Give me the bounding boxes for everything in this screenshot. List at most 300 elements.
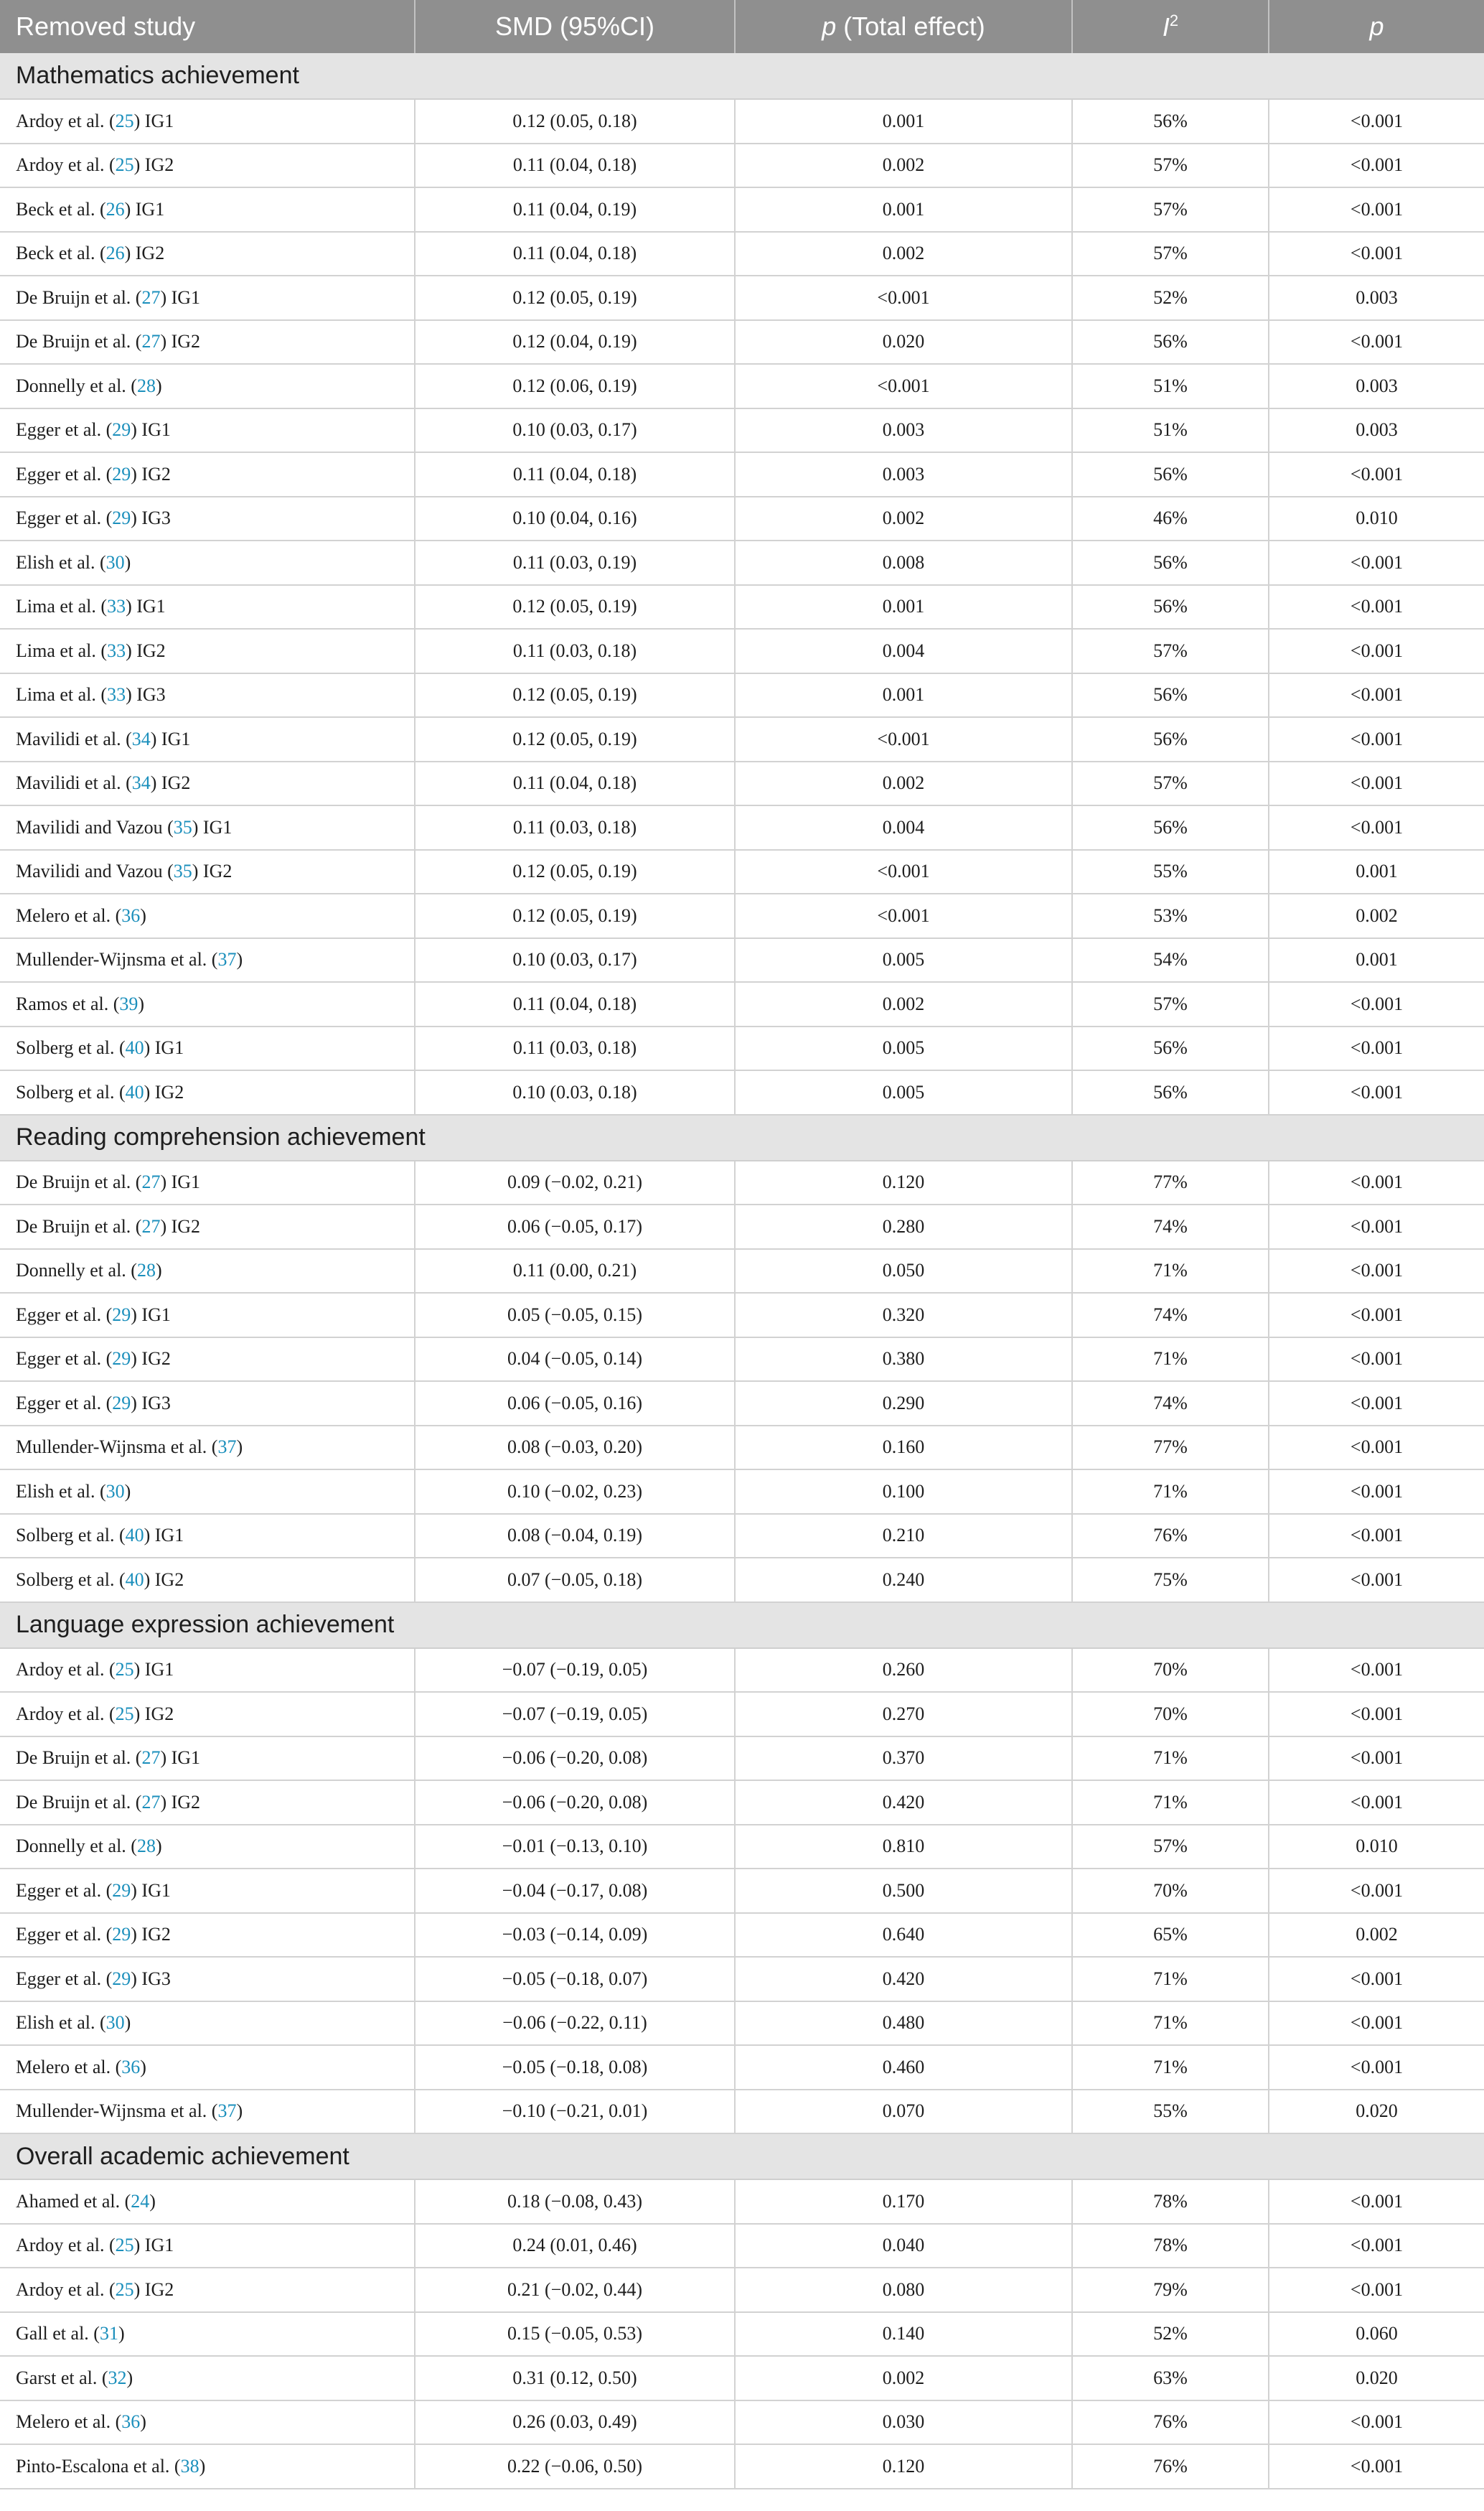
study-suffix: ) bbox=[138, 993, 145, 1014]
smd-cell: 0.10 (−0.02, 0.23) bbox=[415, 1469, 735, 1514]
table-row bbox=[0, 2400, 1484, 2445]
section-row-mathematics-achievement bbox=[0, 53, 1484, 99]
p-cell: 0.003 bbox=[1269, 408, 1484, 453]
reference-link[interactable]: 33 bbox=[107, 640, 126, 661]
p-cell: <0.001 bbox=[1269, 2224, 1484, 2268]
study-suffix: ) bbox=[140, 904, 146, 926]
p-cell: <0.001 bbox=[1269, 1381, 1484, 1426]
smd-cell: −0.04 (−0.17, 0.08) bbox=[415, 1869, 735, 1913]
table-row bbox=[0, 894, 1484, 938]
p-total-cell: 0.002 bbox=[735, 497, 1072, 541]
table-row bbox=[0, 320, 1484, 365]
removed-study-cell bbox=[0, 1913, 415, 1958]
p-cell: <0.001 bbox=[1269, 1514, 1484, 1558]
removed-study-cell bbox=[0, 2268, 415, 2312]
study-suffix: ) IG2 bbox=[192, 861, 233, 882]
study-suffix: ) IG2 bbox=[150, 772, 191, 794]
study-author: Solberg et al. ( bbox=[16, 1037, 126, 1059]
study-author: Elish et al. ( bbox=[16, 1480, 106, 1502]
table-row bbox=[0, 1825, 1484, 1869]
reference-link[interactable]: 25 bbox=[115, 1659, 134, 1680]
study-suffix: ) IG2 bbox=[133, 154, 174, 176]
reference-link[interactable]: 25 bbox=[115, 110, 134, 131]
i-squared-cell: 78% bbox=[1072, 2224, 1269, 2268]
removed-study-cell bbox=[0, 1558, 415, 1602]
study-author: Egger et al. ( bbox=[16, 1392, 113, 1413]
reference-link[interactable]: 30 bbox=[105, 1480, 125, 1502]
p-cell: <0.001 bbox=[1269, 1692, 1484, 1736]
reference-link[interactable]: 34 bbox=[131, 772, 151, 794]
smd-cell: 0.12 (0.05, 0.19) bbox=[415, 276, 735, 320]
smd-cell: 0.11 (0.04, 0.18) bbox=[415, 144, 735, 188]
p-cell: 0.010 bbox=[1269, 497, 1484, 541]
study-suffix: ) IG1 bbox=[160, 1747, 201, 1769]
reference-link[interactable]: 40 bbox=[125, 1037, 144, 1059]
study-suffix: ) IG2 bbox=[133, 1703, 174, 1724]
i-squared-cell: 71% bbox=[1072, 1469, 1269, 1514]
removed-study-cell bbox=[0, 1514, 415, 1558]
i-squared-cell: 57% bbox=[1072, 187, 1269, 232]
p-total-cell: 0.120 bbox=[735, 1161, 1072, 1205]
reference-link[interactable]: 29 bbox=[112, 1392, 131, 1413]
study-suffix: ) bbox=[236, 949, 243, 971]
p-cell: <0.001 bbox=[1269, 1736, 1484, 1781]
removed-study-cell bbox=[0, 2179, 415, 2224]
reference-link[interactable]: 30 bbox=[105, 551, 125, 573]
reference-link[interactable]: 25 bbox=[115, 154, 134, 176]
smd-cell: 0.12 (0.05, 0.19) bbox=[415, 894, 735, 938]
p-total-cell: 0.005 bbox=[735, 938, 1072, 983]
reference-link[interactable]: 34 bbox=[131, 728, 151, 749]
smd-cell: 0.04 (−0.05, 0.14) bbox=[415, 1337, 735, 1382]
p-cell: 0.001 bbox=[1269, 850, 1484, 894]
p-total-cell: 0.420 bbox=[735, 1957, 1072, 2001]
study-author: Egger et al. ( bbox=[16, 1968, 113, 1989]
p-cell: <0.001 bbox=[1269, 2179, 1484, 2224]
smd-cell: 0.12 (0.05, 0.19) bbox=[415, 673, 735, 718]
p-cell: <0.001 bbox=[1269, 1205, 1484, 1249]
study-suffix: ) IG2 bbox=[131, 1924, 171, 1945]
reference-link[interactable]: 37 bbox=[217, 2100, 237, 2122]
study-suffix: ) bbox=[155, 375, 162, 396]
p-cell: 0.003 bbox=[1269, 364, 1484, 408]
study-suffix: ) IG3 bbox=[126, 684, 166, 706]
table-row bbox=[0, 1913, 1484, 1958]
study-suffix: ) bbox=[149, 2190, 156, 2212]
i-squared-cell: 56% bbox=[1072, 541, 1269, 585]
reference-link[interactable]: 36 bbox=[121, 2411, 141, 2433]
reference-link[interactable]: 35 bbox=[173, 816, 192, 838]
reference-link[interactable]: 24 bbox=[131, 2190, 150, 2212]
i-squared-cell: 57% bbox=[1072, 232, 1269, 276]
reference-link[interactable]: 29 bbox=[112, 1348, 131, 1370]
study-author: Egger et al. ( bbox=[16, 1924, 113, 1945]
table-row bbox=[0, 364, 1484, 408]
study-suffix: ) IG2 bbox=[131, 1348, 171, 1370]
p-cell: <0.001 bbox=[1269, 2001, 1484, 2046]
study-suffix: ) IG3 bbox=[131, 508, 171, 529]
study-author: De Bruijn et al. ( bbox=[16, 286, 142, 308]
header-p: p bbox=[1269, 0, 1484, 53]
p-total-cell: 0.030 bbox=[735, 2400, 1072, 2445]
i-squared-cell: 57% bbox=[1072, 982, 1269, 1027]
study-suffix: ) IG1 bbox=[133, 2235, 174, 2256]
i-squared-cell: 56% bbox=[1072, 585, 1269, 630]
removed-study-cell bbox=[0, 894, 415, 938]
study-suffix: ) IG1 bbox=[144, 1037, 184, 1059]
study-suffix: ) IG2 bbox=[131, 463, 171, 485]
i-squared-cell: 78% bbox=[1072, 2179, 1269, 2224]
reference-link[interactable]: 27 bbox=[141, 331, 161, 352]
study-suffix: ) IG1 bbox=[131, 1879, 171, 1901]
table-row bbox=[0, 1648, 1484, 1693]
i-squared-cell: 53% bbox=[1072, 894, 1269, 938]
table-row bbox=[0, 1469, 1484, 1514]
p-total-cell: 0.003 bbox=[735, 452, 1072, 497]
i-squared-cell: 77% bbox=[1072, 1161, 1269, 1205]
reference-link[interactable]: 28 bbox=[136, 375, 156, 396]
removed-study-cell bbox=[0, 1293, 415, 1337]
study-suffix: ) IG2 bbox=[144, 1081, 184, 1103]
study-suffix: ) bbox=[140, 2056, 146, 2077]
p-total-cell: 0.001 bbox=[735, 99, 1072, 144]
reference-link[interactable]: 35 bbox=[173, 861, 192, 882]
study-author: Beck et al. ( bbox=[16, 243, 106, 264]
table-row bbox=[0, 2045, 1484, 2090]
p-total-cell: 0.810 bbox=[735, 1825, 1072, 1869]
table-row bbox=[0, 1957, 1484, 2001]
table-row bbox=[0, 1249, 1484, 1294]
p-total-cell: 0.380 bbox=[735, 1337, 1072, 1382]
p-cell: <0.001 bbox=[1269, 187, 1484, 232]
table-row bbox=[0, 673, 1484, 718]
removed-study-cell bbox=[0, 1205, 415, 1249]
p-total-cell: 0.050 bbox=[735, 1249, 1072, 1294]
reference-link[interactable]: 39 bbox=[119, 993, 138, 1014]
reference-link[interactable]: 36 bbox=[121, 904, 141, 926]
p-cell: 0.002 bbox=[1269, 894, 1484, 938]
study-suffix: ) IG1 bbox=[192, 816, 233, 838]
study-suffix: ) IG2 bbox=[160, 1215, 201, 1237]
study-suffix: ) bbox=[118, 2323, 125, 2344]
table-row bbox=[0, 1161, 1484, 1205]
table-row bbox=[0, 452, 1484, 497]
i-squared-cell: 71% bbox=[1072, 2001, 1269, 2046]
removed-study-cell bbox=[0, 276, 415, 320]
removed-study-cell bbox=[0, 585, 415, 630]
i-squared-cell: 76% bbox=[1072, 1514, 1269, 1558]
i-squared-cell: 63% bbox=[1072, 2356, 1269, 2400]
table-row bbox=[0, 2001, 1484, 2046]
table-row bbox=[0, 1337, 1484, 1382]
reference-link[interactable]: 25 bbox=[115, 2235, 134, 2256]
study-author: Melero et al. ( bbox=[16, 904, 122, 926]
study-suffix: ) bbox=[124, 551, 131, 573]
table-row bbox=[0, 2268, 1484, 2312]
removed-study-cell bbox=[0, 2224, 415, 2268]
p-cell: <0.001 bbox=[1269, 1648, 1484, 1693]
table-header bbox=[0, 0, 1484, 53]
smd-cell: 0.11 (0.04, 0.18) bbox=[415, 982, 735, 1027]
study-suffix: ) IG3 bbox=[131, 1968, 171, 1989]
study-author: Egger et al. ( bbox=[16, 1879, 113, 1901]
study-suffix: ) bbox=[155, 1260, 162, 1281]
i-squared-cell: 65% bbox=[1072, 1913, 1269, 1958]
p-total-cell: 0.008 bbox=[735, 541, 1072, 585]
i-squared-cell: 52% bbox=[1072, 2312, 1269, 2357]
reference-link[interactable]: 36 bbox=[121, 2056, 141, 2077]
study-author: Solberg et al. ( bbox=[16, 1525, 126, 1546]
reference-link[interactable]: 30 bbox=[105, 2012, 125, 2034]
reference-link[interactable]: 27 bbox=[141, 286, 161, 308]
p-cell: <0.001 bbox=[1269, 541, 1484, 585]
reference-link[interactable]: 33 bbox=[107, 596, 126, 617]
i-squared-cell: 56% bbox=[1072, 320, 1269, 365]
smd-cell: −0.05 (−0.18, 0.08) bbox=[415, 2045, 735, 2090]
p-total-cell: 0.170 bbox=[735, 2179, 1072, 2224]
p-total-cell: 0.160 bbox=[735, 1426, 1072, 1470]
study-author: Ardoy et al. ( bbox=[16, 154, 116, 176]
smd-cell: 0.11 (0.04, 0.19) bbox=[415, 187, 735, 232]
study-author: Mullender-Wijnsma et al. ( bbox=[16, 1436, 218, 1458]
smd-cell: 0.21 (−0.02, 0.44) bbox=[415, 2268, 735, 2312]
p-total-cell: 0.140 bbox=[735, 2312, 1072, 2357]
table-row bbox=[0, 99, 1484, 144]
reference-link[interactable]: 28 bbox=[136, 1836, 156, 1857]
p-cell: <0.001 bbox=[1269, 1249, 1484, 1294]
reference-link[interactable]: 26 bbox=[105, 243, 125, 264]
i-squared-cell: 51% bbox=[1072, 408, 1269, 453]
p-cell: 0.010 bbox=[1269, 1825, 1484, 1869]
removed-study-cell bbox=[0, 1825, 415, 1869]
p-cell: <0.001 bbox=[1269, 629, 1484, 673]
table-row bbox=[0, 1027, 1484, 1071]
study-author: Ahamed et al. ( bbox=[16, 2190, 131, 2212]
p-cell: <0.001 bbox=[1269, 232, 1484, 276]
p-total-cell: 0.002 bbox=[735, 982, 1072, 1027]
p-cell: <0.001 bbox=[1269, 2045, 1484, 2090]
table-row bbox=[0, 1692, 1484, 1736]
i-squared-cell: 74% bbox=[1072, 1293, 1269, 1337]
removed-study-cell bbox=[0, 1692, 415, 1736]
smd-cell: −0.06 (−0.20, 0.08) bbox=[415, 1736, 735, 1781]
p-cell: <0.001 bbox=[1269, 585, 1484, 630]
removed-study-cell bbox=[0, 2400, 415, 2445]
smd-cell: −0.10 (−0.21, 0.01) bbox=[415, 2090, 735, 2134]
header-i-squared: $I^2$ bbox=[1072, 0, 1269, 53]
study-suffix: ) bbox=[124, 2012, 131, 2034]
p-total-cell: 0.040 bbox=[735, 2224, 1072, 2268]
table-row bbox=[0, 1070, 1484, 1115]
reference-link[interactable]: 37 bbox=[217, 949, 237, 971]
table-body bbox=[0, 53, 1484, 2489]
study-author: Elish et al. ( bbox=[16, 551, 106, 573]
reference-link[interactable]: 37 bbox=[217, 1436, 237, 1458]
study-author: Mavilidi et al. ( bbox=[16, 772, 132, 794]
smd-cell: 0.09 (−0.02, 0.21) bbox=[415, 1161, 735, 1205]
p-cell: <0.001 bbox=[1269, 762, 1484, 806]
p-cell: 0.001 bbox=[1269, 938, 1484, 983]
p-cell: <0.001 bbox=[1269, 452, 1484, 497]
smd-cell: 0.11 (0.04, 0.18) bbox=[415, 232, 735, 276]
reference-link[interactable]: 25 bbox=[115, 1703, 134, 1724]
reference-link[interactable]: 40 bbox=[125, 1081, 144, 1103]
p-cell: <0.001 bbox=[1269, 1780, 1484, 1825]
study-author: Ardoy et al. ( bbox=[16, 1659, 116, 1680]
reference-link[interactable]: 38 bbox=[180, 2455, 199, 2477]
section-title: Language expression achievement bbox=[0, 1602, 1484, 1648]
reference-link[interactable]: 31 bbox=[99, 2323, 118, 2344]
smd-cell: 0.08 (−0.03, 0.20) bbox=[415, 1426, 735, 1470]
p-total-cell: 0.240 bbox=[735, 1558, 1072, 1602]
removed-study-cell bbox=[0, 2444, 415, 2489]
p-total-cell: 0.002 bbox=[735, 144, 1072, 188]
i-squared-cell: 77% bbox=[1072, 1426, 1269, 1470]
section-title: Overall academic achievement bbox=[0, 2133, 1484, 2179]
p-total-cell: 0.280 bbox=[735, 1205, 1072, 1249]
p-cell: 0.060 bbox=[1269, 2312, 1484, 2357]
study-author: De Bruijn et al. ( bbox=[16, 1747, 142, 1769]
table-row bbox=[0, 1869, 1484, 1913]
reference-link[interactable]: 40 bbox=[125, 1525, 144, 1546]
study-suffix: ) IG1 bbox=[131, 1304, 171, 1325]
study-author: Elish et al. ( bbox=[16, 2012, 106, 2034]
smd-cell: 0.15 (−0.05, 0.53) bbox=[415, 2312, 735, 2357]
smd-cell: 0.12 (0.05, 0.18) bbox=[415, 99, 735, 144]
study-suffix: ) bbox=[155, 1836, 162, 1857]
smd-cell: 0.08 (−0.04, 0.19) bbox=[415, 1514, 735, 1558]
reference-link[interactable]: 28 bbox=[136, 1260, 156, 1281]
table-row bbox=[0, 276, 1484, 320]
study-author: De Bruijn et al. ( bbox=[16, 1172, 142, 1193]
removed-study-cell bbox=[0, 232, 415, 276]
smd-cell: 0.31 (0.12, 0.50) bbox=[415, 2356, 735, 2400]
p-cell: <0.001 bbox=[1269, 673, 1484, 718]
study-author: Gall et al. ( bbox=[16, 2323, 100, 2344]
table-row bbox=[0, 1293, 1484, 1337]
study-suffix: ) IG1 bbox=[133, 1659, 174, 1680]
removed-study-cell bbox=[0, 452, 415, 497]
study-author: Egger et al. ( bbox=[16, 419, 113, 441]
study-author: Mavilidi and Vazou ( bbox=[16, 816, 174, 838]
study-author: Egger et al. ( bbox=[16, 1348, 113, 1370]
table-row bbox=[0, 187, 1484, 232]
p-total-cell: <0.001 bbox=[735, 850, 1072, 894]
p-cell: <0.001 bbox=[1269, 1869, 1484, 1913]
p-total-cell: 0.080 bbox=[735, 2268, 1072, 2312]
p-cell: 0.020 bbox=[1269, 2356, 1484, 2400]
removed-study-cell bbox=[0, 320, 415, 365]
p-total-cell: <0.001 bbox=[735, 364, 1072, 408]
study-author: Ramos et al. ( bbox=[16, 993, 120, 1014]
table-row bbox=[0, 805, 1484, 850]
p-total-cell: 0.005 bbox=[735, 1070, 1072, 1115]
smd-cell: 0.10 (0.03, 0.17) bbox=[415, 938, 735, 983]
reference-link[interactable]: 27 bbox=[141, 1791, 161, 1813]
i-squared-cell: 76% bbox=[1072, 2444, 1269, 2489]
reference-link[interactable]: 29 bbox=[112, 1879, 131, 1901]
table-row bbox=[0, 850, 1484, 894]
smd-cell: 0.11 (0.04, 0.18) bbox=[415, 452, 735, 497]
study-author: De Bruijn et al. ( bbox=[16, 1215, 142, 1237]
reference-link[interactable]: 27 bbox=[141, 1215, 161, 1237]
removed-study-cell bbox=[0, 2045, 415, 2090]
p-cell: 0.003 bbox=[1269, 276, 1484, 320]
reference-link[interactable]: 32 bbox=[108, 2367, 127, 2388]
p-cell: <0.001 bbox=[1269, 1070, 1484, 1115]
p-cell: <0.001 bbox=[1269, 144, 1484, 188]
table-row bbox=[0, 629, 1484, 673]
reference-link[interactable]: 26 bbox=[105, 198, 125, 220]
smd-cell: 0.12 (0.05, 0.19) bbox=[415, 850, 735, 894]
table-row bbox=[0, 497, 1484, 541]
table-row bbox=[0, 2444, 1484, 2489]
smd-cell: 0.12 (0.05, 0.19) bbox=[415, 585, 735, 630]
i-squared-cell: 55% bbox=[1072, 2090, 1269, 2134]
study-suffix: ) IG1 bbox=[150, 728, 191, 749]
reference-link[interactable]: 29 bbox=[112, 1968, 131, 1989]
study-author: Ardoy et al. ( bbox=[16, 2278, 116, 2300]
smd-cell: 0.07 (−0.05, 0.18) bbox=[415, 1558, 735, 1602]
i-squared-cell: 70% bbox=[1072, 1648, 1269, 1693]
study-suffix: ) IG2 bbox=[126, 640, 166, 661]
study-suffix: ) IG1 bbox=[133, 110, 174, 131]
section-row-language-expression-achievement bbox=[0, 1602, 1484, 1648]
reference-link[interactable]: 29 bbox=[112, 508, 131, 529]
reference-link[interactable]: 27 bbox=[141, 1747, 161, 1769]
table-row bbox=[0, 2356, 1484, 2400]
table-row bbox=[0, 408, 1484, 453]
smd-cell: 0.05 (−0.05, 0.15) bbox=[415, 1293, 735, 1337]
study-author: Mullender-Wijnsma et al. ( bbox=[16, 949, 218, 971]
i-squared-cell: 57% bbox=[1072, 1825, 1269, 1869]
study-suffix: ) bbox=[124, 1480, 131, 1502]
reference-link[interactable]: 25 bbox=[115, 2278, 134, 2300]
study-suffix: ) IG2 bbox=[124, 243, 165, 264]
study-author: Mullender-Wijnsma et al. ( bbox=[16, 2100, 218, 2122]
study-suffix: ) IG2 bbox=[160, 1791, 201, 1813]
p-total-cell: 0.460 bbox=[735, 2045, 1072, 2090]
p-cell: <0.001 bbox=[1269, 2444, 1484, 2489]
p-cell: <0.001 bbox=[1269, 1426, 1484, 1470]
table-row bbox=[0, 1426, 1484, 1470]
header-row bbox=[0, 0, 1484, 53]
reference-link[interactable]: 29 bbox=[112, 1924, 131, 1945]
study-author: De Bruijn et al. ( bbox=[16, 1791, 142, 1813]
removed-study-cell bbox=[0, 1957, 415, 2001]
study-author: Solberg et al. ( bbox=[16, 1568, 126, 1590]
removed-study-cell bbox=[0, 1780, 415, 1825]
p-cell: <0.001 bbox=[1269, 717, 1484, 762]
reference-link[interactable]: 33 bbox=[107, 684, 126, 706]
study-suffix: ) bbox=[236, 1436, 243, 1458]
removed-study-cell bbox=[0, 541, 415, 585]
study-suffix: ) IG1 bbox=[126, 596, 166, 617]
reference-link[interactable]: 40 bbox=[125, 1568, 144, 1590]
removed-study-cell bbox=[0, 2001, 415, 2046]
reference-link[interactable]: 29 bbox=[112, 463, 131, 485]
removed-study-cell bbox=[0, 1161, 415, 1205]
reference-link[interactable]: 27 bbox=[141, 1172, 161, 1193]
removed-study-cell bbox=[0, 408, 415, 453]
p-cell: 0.002 bbox=[1269, 1913, 1484, 1958]
removed-study-cell bbox=[0, 805, 415, 850]
reference-link[interactable]: 29 bbox=[112, 1304, 131, 1325]
i-squared-cell: 52% bbox=[1072, 276, 1269, 320]
p-cell: <0.001 bbox=[1269, 805, 1484, 850]
reference-link[interactable]: 29 bbox=[112, 419, 131, 441]
p-cell: <0.001 bbox=[1269, 1027, 1484, 1071]
